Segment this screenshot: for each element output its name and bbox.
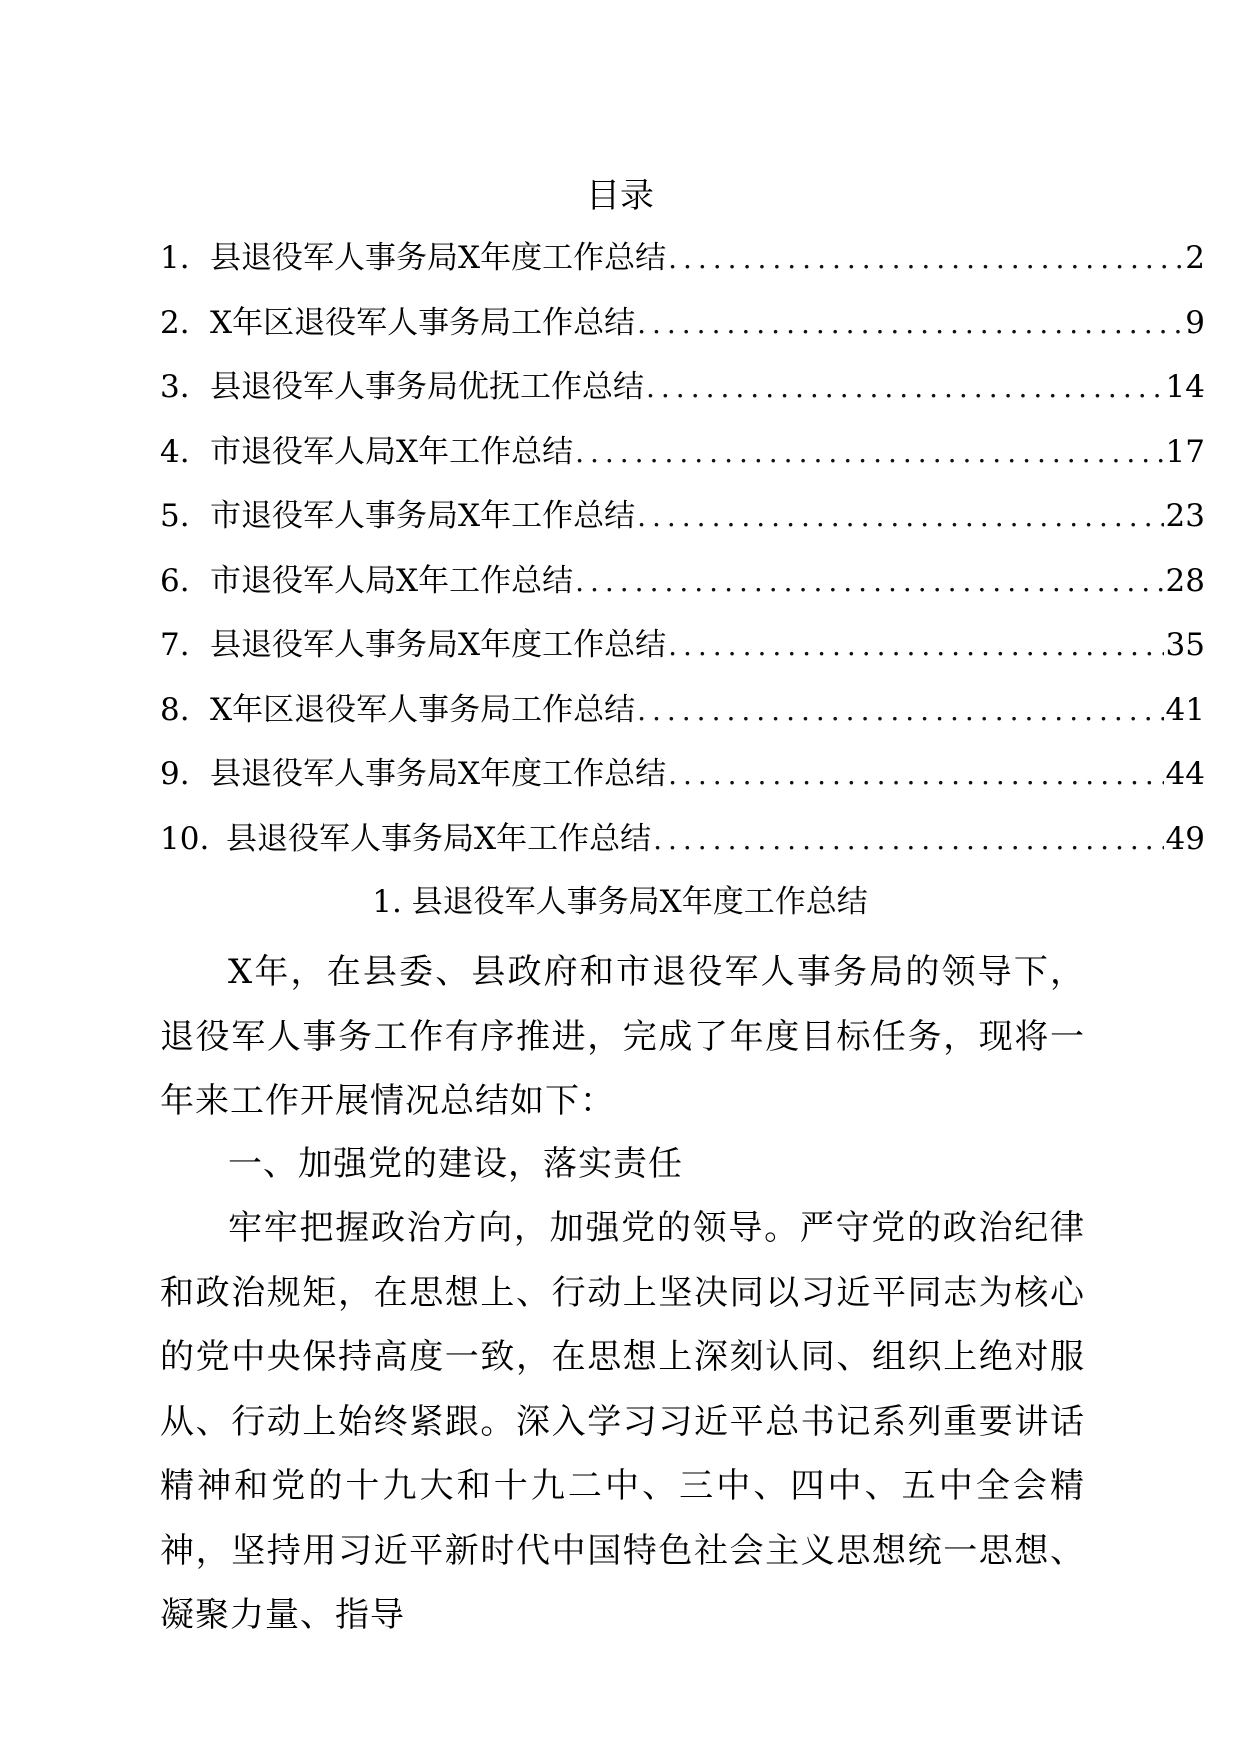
toc-entry-page: 44 bbox=[1165, 756, 1205, 792]
toc-entry-number: 10. bbox=[160, 820, 210, 857]
toc-entry-number: 3. bbox=[160, 369, 190, 405]
toc-dot-leader bbox=[637, 689, 1163, 733]
toc-entry-title: 县退役军人事务局Ⅹ年度工作总结 bbox=[210, 240, 667, 276]
toc-dot-leader bbox=[653, 818, 1163, 862]
toc-dot-leader bbox=[668, 753, 1163, 797]
toc-dot-leader bbox=[637, 495, 1163, 539]
toc-entry[interactable] bbox=[160, 236, 1205, 301]
toc-entry-title: 市退役军人事务局Ⅹ年工作总结 bbox=[210, 498, 636, 534]
toc-entry[interactable] bbox=[160, 430, 1205, 495]
article-heading: 1. 县退役军人事务局Ⅹ年度工作总结 bbox=[372, 884, 868, 920]
toc-entry-page: 49 bbox=[1165, 820, 1205, 857]
toc-entry[interactable] bbox=[160, 365, 1205, 430]
toc-dot-leader bbox=[668, 624, 1163, 668]
toc-entry-title: 县退役军人事务局优抚工作总结 bbox=[210, 369, 644, 405]
toc-entry[interactable] bbox=[160, 301, 1205, 366]
toc-entry[interactable] bbox=[160, 494, 1205, 559]
toc-entry-number: 8. bbox=[160, 691, 190, 728]
toc-entry[interactable] bbox=[160, 752, 1205, 817]
toc-entry[interactable] bbox=[160, 817, 1205, 882]
toc-entry-title: 县退役军人事务局Ⅹ年度工作总结 bbox=[210, 627, 667, 663]
toc-entry-number: 9. bbox=[160, 756, 190, 792]
toc-entry-title: 县退役军人事务局Ⅹ年工作总结 bbox=[226, 820, 652, 857]
toc-list bbox=[160, 236, 1205, 881]
toc-entry-number: 2. bbox=[160, 304, 190, 341]
toc-entry-page: 2 bbox=[1185, 240, 1205, 276]
toc-entry-page: 28 bbox=[1165, 562, 1205, 599]
toc-dot-leader bbox=[637, 302, 1183, 346]
toc-entry-number: 4. bbox=[160, 433, 190, 470]
toc-dot-leader bbox=[668, 237, 1183, 281]
toc-entry-number: 1. bbox=[160, 240, 190, 276]
toc-entry-page: 9 bbox=[1185, 304, 1205, 341]
toc-entry[interactable] bbox=[160, 623, 1205, 688]
toc-entry-title: 市退役军人局Ⅹ年工作总结 bbox=[210, 433, 574, 470]
toc-entry-number: 7. bbox=[160, 627, 190, 663]
toc-entry-page: 35 bbox=[1165, 627, 1205, 663]
toc-entry-number: 5. bbox=[160, 498, 190, 534]
toc-entry-page: 41 bbox=[1165, 691, 1205, 728]
toc-entry-title: Ⅹ年区退役军人事务局工作总结 bbox=[210, 691, 636, 728]
toc-dot-leader bbox=[575, 560, 1163, 604]
toc-entry-title: 市退役军人局Ⅹ年工作总结 bbox=[210, 562, 574, 599]
toc-entry-title: 县退役军人事务局Ⅹ年度工作总结 bbox=[210, 756, 667, 792]
toc-entry-title: Ⅹ年区退役军人事务局工作总结 bbox=[210, 304, 636, 341]
section-heading: 一、加强党的建设，落实责任 bbox=[228, 1144, 683, 1184]
section-paragraph: 牢牢把握政治方向，加强党的领导。严守党的政治纪律和政治规矩，在思想上、行动上坚决同以习近平同志为核心的党中央保持高度一致，在思想上深刻认同、组织上绝对服从、行动上始终紧跟。深入学习习近平总书记系列重要讲话精神和党的十九大和十九二中、三中、四中、五中全会精神，坚持用习近平新时代中国特色社会主义思想统一思想、凝聚力量、指导 bbox=[160, 1208, 1085, 1635]
toc-entry-page: 14 bbox=[1165, 369, 1205, 405]
toc-entry[interactable] bbox=[160, 559, 1205, 624]
intro-paragraph: Ⅹ年，在县委、县政府和市退役军人事务局的领导下，退役军人事务工作有序推进，完成了年度目标任务，现将一年来工作开展情况总结如下： bbox=[160, 952, 1085, 1121]
toc-dot-leader bbox=[575, 431, 1163, 475]
toc-entry-page: 17 bbox=[1165, 433, 1205, 470]
toc-title: 目录 bbox=[586, 176, 654, 216]
toc-entry[interactable] bbox=[160, 688, 1205, 753]
toc-entry-number: 6. bbox=[160, 562, 190, 599]
toc-entry-page: 23 bbox=[1165, 498, 1205, 534]
toc-dot-leader bbox=[646, 366, 1164, 410]
